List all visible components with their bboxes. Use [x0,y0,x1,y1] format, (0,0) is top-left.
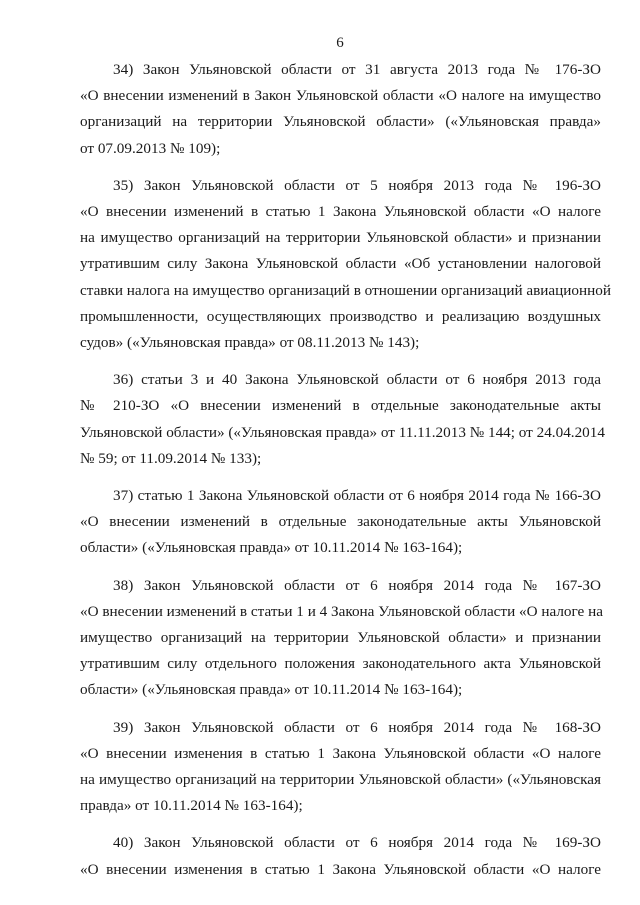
text-line: Ульяновской области» («Ульяновская правда» от 11.11.2013 № 144; от 24.04.2014 [80,423,605,441]
text-line: судов» («Ульяновская правда» от 08.11.2013 № 143); [80,334,420,352]
text-line: 38) Закон Ульяновской области от 6 ноября 2014 года № 167-ЗО [113,576,601,594]
text-line: утратившим силу Закона Ульяновской области «Об установлении налоговой [80,255,601,273]
page-number: 6 [336,35,344,51]
text-line: области» («Ульяновская правда» от 10.11.2014 № 163-164); [80,539,463,557]
list-item-39 [80,715,601,820]
text-line: 39) Закон Ульяновской области от 6 ноября 2014 года № 168-ЗО [113,718,601,736]
list-item-37 [80,483,601,562]
list-item-36 [80,367,605,472]
text-line: 40) Закон Ульяновской области от 6 ноября 2014 года № 169-ЗО [113,834,601,852]
text-line: утратившим силу отдельного положения законодательного акта Ульяновской [80,655,601,673]
text-line: «О внесении изменений в статью 1 Закона Ульяновской области «О налоге [80,203,601,221]
text-line: 34) Закон Ульяновской области от 31 августа 2013 года № 176-ЗО [113,61,601,78]
list-item-35 [80,173,611,356]
text-line: № 59; от 11.09.2014 № 133); [80,449,262,467]
list-item-38 [80,573,601,704]
text-line: «О внесении изменений в отдельные законодательные акты Ульяновской [80,513,601,531]
text-line: организаций на территории Ульяновской области» («Ульяновская правда» [80,113,601,131]
text-line: «О внесении изменения в статью 1 Закона Ульяновской области «О налоге [80,860,601,878]
text-line: правда» от 10.11.2014 № 163-164); [80,797,303,815]
text-line: на имущество организаций на территории Ульяновской области» («Ульяновская [80,771,601,789]
text-line: на имущество организаций на территории Ульяновской области» и признании [80,229,601,247]
text-line: 36) статьи 3 и 40 Закона Ульяновской области от 6 ноября 2013 года [113,371,601,389]
list-item-40 [80,830,601,882]
text-line: ставки налога на имущество организаций в отношении организаций авиационной [80,281,611,299]
text-line: 37) статью 1 Закона Ульяновской области от 6 ноября 2014 года № 166-ЗО [113,487,601,505]
text-line: имущество организаций на территории Ульяновской области» и признании [80,629,601,647]
text-line: промышленности, осуществляющих производство и реализацию воздушных [80,307,601,325]
document-body [80,57,611,894]
text-line: «О внесении изменения в статью 1 Закона Ульяновской области «О налоге [80,744,601,762]
text-line: области» («Ульяновская правда» от 10.11.2014 № 163-164); [80,681,463,699]
text-line: «О внесении изменений в Закон Ульяновской области «О налоге на имущество [80,87,601,105]
text-line: от 07.09.2013 № 109); [80,139,221,157]
text-line: 35) Закон Ульяновской области от 5 ноября 2013 года № 196-ЗО [113,176,601,194]
text-line: № 210-ЗО «О внесении изменений в отдельные законодательные акты [80,397,601,415]
text-line: «О внесении изменений в статьи 1 и 4 Закона Ульяновской области «О налоге на [80,602,603,620]
list-item-34 [80,57,601,162]
